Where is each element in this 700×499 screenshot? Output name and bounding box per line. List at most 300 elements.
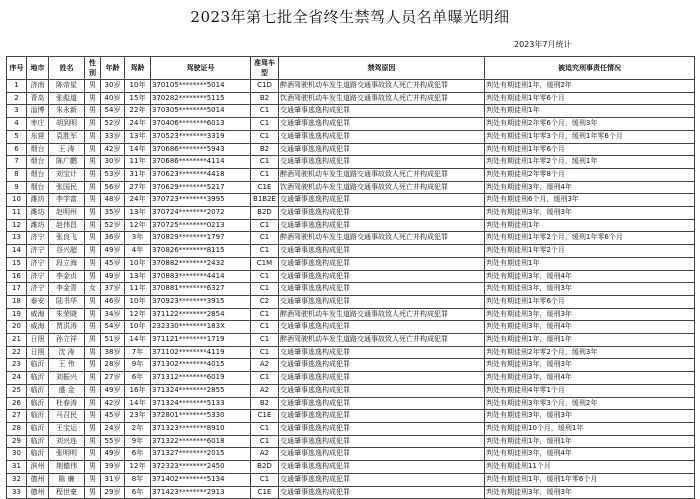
cell-city: 东营	[27, 130, 49, 143]
cell-city: 日照	[27, 346, 49, 359]
cell-ban-reason: 交通肇事逃逸构成犯罪	[279, 422, 485, 435]
cell-name: 张彪道	[49, 92, 85, 105]
cell-gender: 男	[85, 473, 101, 486]
cell-criminal-liability: 判处有期徒刑1年，缓刑1年	[485, 435, 695, 448]
cell-criminal-liability: 判处有期徒刑1年零6个月	[485, 92, 695, 105]
cell-vehicle-class: C1	[251, 321, 279, 334]
cell-name: 张国民	[49, 181, 85, 194]
cell-city: 烟台	[27, 143, 49, 156]
cell-ban-reason: 交通肇事逃逸构成犯罪	[279, 130, 485, 143]
cell-age: 38岁	[101, 346, 125, 359]
cell-name: 胡到明	[49, 118, 85, 131]
cell-vehicle-class: A2	[251, 448, 279, 461]
cell-age: 52岁	[101, 219, 125, 232]
cell-license-number: 370523********3319	[151, 130, 251, 143]
cell-index: 19	[7, 308, 27, 321]
table-row	[7, 321, 695, 334]
cell-age: 27岁	[101, 372, 125, 385]
table-row	[7, 486, 695, 499]
cell-criminal-liability: 判处有期徒刑1年	[485, 257, 695, 270]
table-row	[7, 194, 695, 207]
cell-criminal-liability: 判处有期徒刑1年，缓刑2年	[485, 80, 695, 93]
cell-ban-reason: 交通肇事逃逸构成犯罪	[279, 461, 485, 474]
cell-driving-years: 3年	[125, 232, 151, 245]
cell-index: 4	[7, 118, 27, 131]
cell-index: 20	[7, 321, 27, 334]
cell-criminal-liability: 判处有期徒刑3年，缓刑3年	[485, 283, 695, 296]
cell-age: 54岁	[101, 105, 125, 118]
cell-gender: 男	[85, 422, 101, 435]
cell-license-number: 370826********8115	[151, 245, 251, 258]
cell-license-number: 371324********2855	[151, 384, 251, 397]
cell-index: 12	[7, 219, 27, 232]
cell-gender: 男	[85, 105, 101, 118]
cell-age: 49岁	[101, 448, 125, 461]
cell-index: 24	[7, 372, 27, 385]
header-criminal-liability: 被追究刑事责任情况	[485, 57, 695, 80]
cell-license-number: 370305********5014	[151, 105, 251, 118]
cell-driving-years: 11年	[125, 156, 151, 169]
cell-index: 13	[7, 232, 27, 245]
cell-vehicle-class: C1	[251, 168, 279, 181]
cell-criminal-liability: 判处有期徒刑4年零1个月	[485, 384, 695, 397]
cell-gender: 男	[85, 397, 101, 410]
cell-vehicle-class: C1	[251, 130, 279, 143]
cell-license-number: 370923********3915	[151, 295, 251, 308]
cell-index: 10	[7, 194, 27, 207]
cell-license-number: 372323********2450	[151, 461, 251, 474]
cell-driving-years: 10年	[125, 80, 151, 93]
cell-city: 济南	[27, 80, 49, 93]
cell-ban-reason: 交通肇事逃逸构成犯罪	[279, 346, 485, 359]
cell-name: 李金青	[49, 283, 85, 296]
cell-driving-years: 10年	[125, 321, 151, 334]
cell-gender: 男	[85, 232, 101, 245]
cell-gender: 男	[85, 410, 101, 423]
cell-name: 李金贞	[49, 270, 85, 283]
cell-name: 程世豪	[49, 486, 85, 499]
cell-city: 淄博	[27, 105, 49, 118]
cell-age: 53岁	[101, 168, 125, 181]
cell-ban-reason: 交通肇事逃逸构成犯罪	[279, 143, 485, 156]
cell-name: 赵伟昌	[49, 219, 85, 232]
cell-criminal-liability: 判处有期徒刑1年零2个月	[485, 245, 695, 258]
cell-vehicle-class: B2D	[251, 207, 279, 220]
cell-ban-reason: 交通肇事逃逸构成犯罪	[279, 207, 485, 220]
cell-gender: 男	[85, 207, 101, 220]
cell-name: 陈广鹏	[49, 156, 85, 169]
cell-ban-reason: 交通肇事逃逸构成犯罪	[279, 473, 485, 486]
cell-ban-reason: 交通肇事逃逸构成犯罪	[279, 372, 485, 385]
cell-index: 3	[7, 105, 27, 118]
cell-license-number: 371122********2854	[151, 308, 251, 321]
table-row	[7, 80, 695, 93]
cell-vehicle-class: C1	[251, 219, 279, 232]
cell-gender: 男	[85, 245, 101, 258]
table-row	[7, 397, 695, 410]
cell-driving-years: 23年	[125, 410, 151, 423]
cell-city: 烟台	[27, 156, 49, 169]
cell-age: 54岁	[101, 321, 125, 334]
cell-gender: 男	[85, 384, 101, 397]
cell-vehicle-class: C1	[251, 372, 279, 385]
table-row	[7, 461, 695, 474]
cell-age: 24岁	[101, 422, 125, 435]
cell-index: 31	[7, 461, 27, 474]
cell-age: 49岁	[101, 270, 125, 283]
cell-driving-years: 10年	[125, 257, 151, 270]
cell-city: 临沂	[27, 435, 49, 448]
cell-gender: 男	[85, 130, 101, 143]
table-row	[7, 384, 695, 397]
cell-vehicle-class: C1	[251, 473, 279, 486]
cell-criminal-liability: 判处有期徒刑2年零8个月	[485, 168, 695, 181]
table-row	[7, 92, 695, 105]
cell-city: 德州	[27, 486, 49, 499]
cell-vehicle-class: C1	[251, 232, 279, 245]
cell-name: 荆德伟	[49, 461, 85, 474]
cell-criminal-liability: 判处有期徒刑1年	[485, 105, 695, 118]
cell-age: 40岁	[101, 92, 125, 105]
cell-vehicle-class: C1	[251, 156, 279, 169]
cell-gender: 男	[85, 448, 101, 461]
cell-city: 临沂	[27, 359, 49, 372]
cell-criminal-liability: 判处有期徒刑6个月，缓刑3年	[485, 194, 695, 207]
cell-ban-reason: 交通肇事逃逸构成犯罪	[279, 397, 485, 410]
header-gender: 性别	[85, 57, 101, 80]
cell-age: 28岁	[101, 359, 125, 372]
header-vehicle-class: 准驾车型	[251, 57, 279, 80]
cell-license-number: 370406********6013	[151, 118, 251, 131]
table-row	[7, 308, 695, 321]
cell-ban-reason: 交通肇事逃逸构成犯罪	[279, 384, 485, 397]
cell-driving-years: 13年	[125, 130, 151, 143]
table-row	[7, 283, 695, 296]
cell-gender: 男	[85, 334, 101, 347]
cell-driving-years: 31年	[125, 168, 151, 181]
table-row	[7, 334, 695, 347]
cell-license-number: 371312********6019	[151, 372, 251, 385]
cell-ban-reason: 交通肇事逃逸构成犯罪	[279, 118, 485, 131]
table-row	[7, 181, 695, 194]
cell-name: 王宝运	[49, 422, 85, 435]
cell-gender: 男	[85, 346, 101, 359]
statistics-date-note: 2023年7月统计	[514, 40, 572, 49]
cell-age: 46岁	[101, 295, 125, 308]
cell-criminal-liability: 判处有期徒刑11个月	[485, 461, 695, 474]
cell-gender: 男	[85, 80, 101, 93]
cell-index: 7	[7, 156, 27, 169]
cell-vehicle-class: C1E	[251, 410, 279, 423]
table-row	[7, 346, 695, 359]
cell-index: 30	[7, 448, 27, 461]
cell-driving-years: 6年	[125, 372, 151, 385]
cell-driving-years: 6年	[125, 448, 151, 461]
cell-license-number: 370629********5217	[151, 181, 251, 194]
cell-index: 25	[7, 384, 27, 397]
cell-ban-reason: 交通肇事逃逸构成犯罪	[279, 270, 485, 283]
cell-ban-reason: 饮酒驾驶机动车发生道路交通事故致人死亡并构成犯罪	[279, 92, 485, 105]
cell-index: 6	[7, 143, 27, 156]
cell-city: 济宁	[27, 232, 49, 245]
cell-criminal-liability: 判处有期徒刑3年，缓刑3年	[485, 207, 695, 220]
table-row	[7, 295, 695, 308]
cell-ban-reason: 醉酒驾驶机动车发生道路交通事故致人死亡并构成犯罪	[279, 80, 485, 93]
cell-index: 1	[7, 80, 27, 93]
header-city: 地市	[27, 57, 49, 80]
cell-driving-years: 11年	[125, 283, 151, 296]
cell-driving-years: 4年	[125, 245, 151, 258]
cell-city: 威海	[27, 321, 49, 334]
cell-ban-reason: 饮酒驾驶机动车发生道路交通事故致人死亡并构成犯罪	[279, 181, 485, 194]
cell-driving-years: 12年	[125, 219, 151, 232]
cell-age: 56岁	[101, 181, 125, 194]
cell-city: 临沂	[27, 372, 49, 385]
cell-vehicle-class: C2	[251, 295, 279, 308]
cell-index: 5	[7, 130, 27, 143]
cell-age: 52岁	[101, 118, 125, 131]
cell-ban-reason: 交通肇事逃逸构成犯罪	[279, 295, 485, 308]
cell-driving-years: 9年	[125, 435, 151, 448]
cell-gender: 男	[85, 359, 101, 372]
cell-criminal-liability: 判处有期徒刑1年零2个月，缓刑1年零6个月	[485, 232, 695, 245]
cell-vehicle-class: C1M	[251, 257, 279, 270]
cell-license-number: 371121********1719	[151, 334, 251, 347]
cell-city: 临沂	[27, 422, 49, 435]
cell-license-number: 370282********5115	[151, 92, 251, 105]
cell-criminal-liability: 判处有期徒刑1年，缓刑1年	[485, 334, 695, 347]
cell-gender: 男	[85, 321, 101, 334]
cell-gender: 男	[85, 194, 101, 207]
cell-city: 泰安	[27, 295, 49, 308]
cell-vehicle-class: C1	[251, 346, 279, 359]
cell-gender: 男	[85, 295, 101, 308]
cell-vehicle-class: C1	[251, 283, 279, 296]
cell-license-number: 370883********4414	[151, 270, 251, 283]
header-license-number: 驾驶证号	[151, 57, 251, 80]
cell-criminal-liability: 判处有期徒刑3年，缓刑4年	[485, 321, 695, 334]
cell-vehicle-class: C1	[251, 422, 279, 435]
cell-city: 济宁	[27, 283, 49, 296]
cell-criminal-liability: 判处有期徒刑1年零6个月	[485, 143, 695, 156]
table-row	[7, 372, 695, 385]
cell-age: 51岁	[101, 334, 125, 347]
cell-gender: 男	[85, 257, 101, 270]
cell-license-number: 370723********3995	[151, 194, 251, 207]
cell-name: 马召民	[49, 410, 85, 423]
header-driving-years: 驾龄	[125, 57, 151, 80]
cell-name: 段立海	[49, 257, 85, 270]
cell-index: 18	[7, 295, 27, 308]
cell-city: 济宁	[27, 257, 49, 270]
cell-age: 36岁	[101, 232, 125, 245]
cell-vehicle-class: C1	[251, 245, 279, 258]
cell-license-number: 370105********5014	[151, 80, 251, 93]
cell-license-number: 371323********8910	[151, 422, 251, 435]
cell-driving-years: 27年	[125, 181, 151, 194]
cell-vehicle-class: C1	[251, 105, 279, 118]
cell-name: 沈 涛	[49, 346, 85, 359]
cell-index: 11	[7, 207, 27, 220]
cell-vehicle-class: C1	[251, 118, 279, 131]
cell-name: 陈帝星	[49, 80, 85, 93]
header-ban-reason: 禁驾原因	[279, 57, 485, 80]
cell-city: 日照	[27, 334, 49, 347]
table-row	[7, 130, 695, 143]
cell-criminal-liability: 判处有期徒刑1年零2个月，缓刑1年	[485, 156, 695, 169]
cell-name: 王 涛	[49, 143, 85, 156]
table-header-row	[7, 57, 695, 80]
cell-license-number: 370724********2072	[151, 207, 251, 220]
cell-criminal-liability: 判处有期徒刑3年，缓刑3年	[485, 359, 695, 372]
cell-driving-years: 24年	[125, 194, 151, 207]
header-name: 姓名	[49, 57, 85, 80]
cell-name: 朱永新	[49, 105, 85, 118]
cell-index: 21	[7, 334, 27, 347]
cell-license-number: 370881********6327	[151, 283, 251, 296]
cell-age: 49岁	[101, 245, 125, 258]
cell-driving-years: 8年	[125, 473, 151, 486]
cell-driving-years: 7年	[125, 346, 151, 359]
cell-ban-reason: 交通肇事逃逸构成犯罪	[279, 486, 485, 499]
cell-criminal-liability: 判处有期徒刑2年零6个月，缓刑3年	[485, 118, 695, 131]
cell-gender: 男	[85, 486, 101, 499]
cell-name: 赵明州	[49, 207, 85, 220]
cell-driving-years: 13年	[125, 207, 151, 220]
cell-license-number: 232330********183X	[151, 321, 251, 334]
cell-city: 滨州	[27, 461, 49, 474]
cell-criminal-liability: 判处有期徒刑3年，缓刑3年	[485, 308, 695, 321]
cell-age: 34岁	[101, 308, 125, 321]
cell-criminal-liability: 判处有期徒刑3年，缓刑4年	[485, 270, 695, 283]
cell-age: 48岁	[101, 194, 125, 207]
cell-license-number: 371322********6018	[151, 435, 251, 448]
cell-name: 张明明	[49, 448, 85, 461]
cell-license-number: 370829********1797	[151, 232, 251, 245]
cell-vehicle-class: C1	[251, 270, 279, 283]
cell-criminal-liability: 判处有期徒刑2年零2个月，缓刑3年	[485, 346, 695, 359]
cell-name: 李学富	[49, 194, 85, 207]
cell-criminal-liability: 判处有期徒刑3年零3个月，缓刑2年	[485, 397, 695, 410]
cell-age: 33岁	[101, 130, 125, 143]
cell-vehicle-class: B2D	[251, 461, 279, 474]
cell-age: 30岁	[101, 156, 125, 169]
table-row	[7, 359, 695, 372]
table-row	[7, 245, 695, 258]
document-title: 2023年第七批全省终生禁驾人员名单曝光明细	[190, 8, 510, 26]
table-row	[7, 207, 695, 220]
cell-index: 2	[7, 92, 27, 105]
table-row	[7, 270, 695, 283]
cell-gender: 男	[85, 181, 101, 194]
cell-criminal-liability: 判处有期徒刑1年	[485, 219, 695, 232]
table-row	[7, 143, 695, 156]
table-row	[7, 257, 695, 270]
cell-ban-reason: 交通肇事逃逸构成犯罪	[279, 283, 485, 296]
cell-city: 威海	[27, 308, 49, 321]
cell-city: 潍坊	[27, 219, 49, 232]
banned-drivers-table	[6, 56, 695, 499]
cell-vehicle-class: C1	[251, 334, 279, 347]
cell-city: 临沂	[27, 384, 49, 397]
cell-license-number: 370623********4418	[151, 168, 251, 181]
cell-city: 临沂	[27, 448, 49, 461]
cell-driving-years: 22年	[125, 105, 151, 118]
cell-ban-reason: 醉酒驾驶机动车发生道路交通事故致人死亡并构成犯罪	[279, 308, 485, 321]
cell-license-number: 372801********5330	[151, 410, 251, 423]
table-row	[7, 156, 695, 169]
table-row	[7, 435, 695, 448]
cell-vehicle-class: A2	[251, 359, 279, 372]
cell-license-number: 370686********5943	[151, 143, 251, 156]
cell-vehicle-class: C1D	[251, 80, 279, 93]
table-row	[7, 232, 695, 245]
cell-license-number: 371402********5134	[151, 473, 251, 486]
cell-criminal-liability: 判处有期徒刑3年，缓刑3年	[485, 410, 695, 423]
cell-license-number: 371327********2015	[151, 448, 251, 461]
cell-index: 27	[7, 410, 27, 423]
cell-criminal-liability: 判处有期徒刑3年，缓刑3年	[485, 486, 695, 499]
cell-age: 35岁	[101, 207, 125, 220]
cell-gender: 男	[85, 372, 101, 385]
cell-driving-years: 12年	[125, 461, 151, 474]
cell-driving-years: 9年	[125, 359, 151, 372]
cell-criminal-liability: 判处有期徒刑1年零6个月	[485, 295, 695, 308]
cell-ban-reason: 醉酒驾驶机动车发生道路交通事故致人死亡并构成犯罪	[279, 334, 485, 347]
table-row	[7, 219, 695, 232]
cell-driving-years: 13年	[125, 270, 151, 283]
cell-driving-years: 10年	[125, 295, 151, 308]
cell-criminal-liability: 判处有期徒刑1年，缓刑1年零6个月	[485, 473, 695, 486]
cell-index: 9	[7, 181, 27, 194]
cell-index: 23	[7, 359, 27, 372]
cell-city: 烟台	[27, 168, 49, 181]
cell-index: 8	[7, 168, 27, 181]
cell-gender: 女	[85, 283, 101, 296]
cell-driving-years: 14年	[125, 143, 151, 156]
cell-vehicle-class: C1	[251, 435, 279, 448]
cell-name: 朱荣晓	[49, 308, 85, 321]
cell-gender: 男	[85, 156, 101, 169]
cell-ban-reason: 醉酒驾驶机动车发生道路交通事故致人死亡并构成犯罪	[279, 232, 485, 245]
cell-name: 刘兴连	[49, 435, 85, 448]
cell-criminal-liability: 判处有期徒刑3年，缓刑4年	[485, 448, 695, 461]
cell-name: 陆书华	[49, 295, 85, 308]
cell-age: 30岁	[101, 80, 125, 93]
cell-gender: 男	[85, 143, 101, 156]
table-row	[7, 105, 695, 118]
cell-license-number: 370686********4114	[151, 156, 251, 169]
cell-ban-reason: 交通肇事逃逸构成犯罪	[279, 156, 485, 169]
cell-gender: 男	[85, 270, 101, 283]
cell-name: 杜春涛	[49, 397, 85, 410]
cell-city: 潍坊	[27, 207, 49, 220]
cell-age: 31岁	[101, 473, 125, 486]
cell-driving-years: 2年	[125, 422, 151, 435]
cell-name: 王 伟	[49, 359, 85, 372]
cell-criminal-liability: 判处有期徒刑3年，缓刑4年	[485, 372, 695, 385]
cell-ban-reason: 交通肇事逃逸构成犯罪	[279, 257, 485, 270]
cell-license-number: 370882********2432	[151, 257, 251, 270]
cell-index: 16	[7, 270, 27, 283]
cell-ban-reason: 交通肇事逃逸构成犯罪	[279, 448, 485, 461]
cell-age: 42岁	[101, 143, 125, 156]
cell-driving-years: 24年	[125, 118, 151, 131]
cell-age: 45岁	[101, 257, 125, 270]
cell-gender: 男	[85, 168, 101, 181]
table-row	[7, 410, 695, 423]
cell-age: 49岁	[101, 384, 125, 397]
